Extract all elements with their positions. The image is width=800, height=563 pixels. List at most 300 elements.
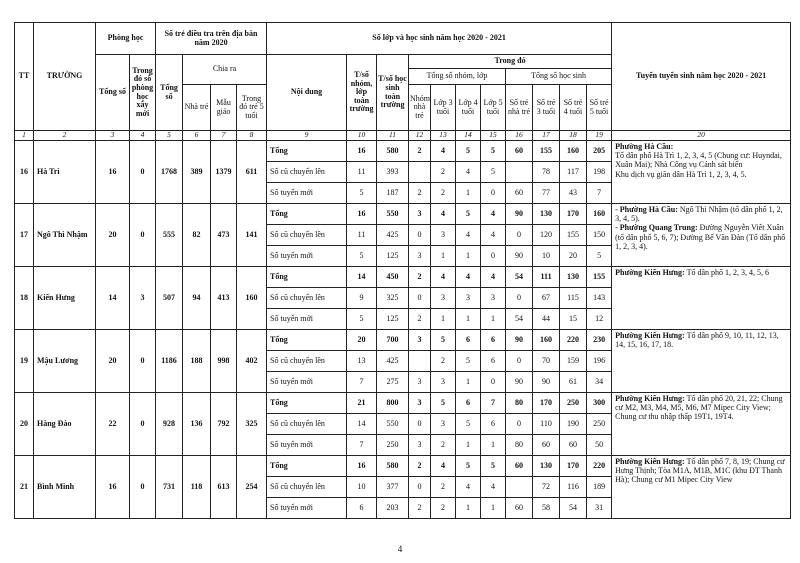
school-xay-moi: 0 [130, 456, 156, 519]
data-cell: 117 [560, 162, 587, 183]
row-noi-dung: Tổng [267, 267, 347, 288]
school-nha-tre: 82 [183, 204, 211, 267]
data-cell: 3 [409, 330, 431, 351]
data-cell: 170 [533, 393, 560, 414]
school-zone [612, 267, 791, 330]
header-tong-so-tre: Tổng số [156, 55, 183, 131]
data-cell: 80 [506, 393, 533, 414]
data-cell: 2 [431, 351, 456, 372]
data-cell: 0 [506, 351, 533, 372]
data-cell: 50 [587, 435, 612, 456]
column-index-cell: 9 [267, 131, 347, 141]
zone-detail: Đường Nguyễn Viết Xuân (tổ dân phố 5, 6, 7); Đường Bế Văn Đàn (Tổ dân phố 1, 2, 3, 4). [615, 223, 786, 251]
school-zone [612, 330, 791, 393]
data-cell: 2 [409, 183, 431, 204]
data-cell: 60 [560, 435, 587, 456]
data-cell: 1 [481, 435, 506, 456]
data-cell: 116 [560, 477, 587, 498]
data-cell: 44 [533, 309, 560, 330]
data-cell: 155 [587, 267, 612, 288]
data-cell: 5 [347, 183, 377, 204]
data-cell: 34 [587, 372, 612, 393]
data-cell: 31 [587, 498, 612, 519]
school-tong-so-phong: 22 [96, 393, 130, 456]
data-cell: 10 [533, 246, 560, 267]
column-index-cell: 6 [183, 131, 211, 141]
zone-line [615, 223, 787, 251]
data-cell: 4 [481, 267, 506, 288]
zone-ward-name: Phường Kiến Hưng: [615, 331, 685, 340]
zone-detail: Tổ dân phố 7, 8, 19; Chung cư Hưng Thịnh; Tòa M1A, M1B, M1C (khu ĐT Thanh Hà); Chung cư M1 Mipec City View [615, 457, 785, 485]
school-xay-moi: 0 [130, 141, 156, 204]
data-cell: 0 [409, 477, 431, 498]
data-cell: 13 [347, 351, 377, 372]
data-cell: 2 [409, 456, 431, 477]
data-cell: 12 [587, 309, 612, 330]
row-noi-dung: Tổng [267, 456, 347, 477]
row-noi-dung: Số cũ chuyển lên [267, 288, 347, 309]
school-xay-moi: 0 [130, 204, 156, 267]
data-cell: 2 [409, 141, 431, 162]
data-cell: 155 [560, 225, 587, 246]
column-index-cell: 5 [156, 131, 183, 141]
school-tt: 18 [15, 267, 34, 330]
school-mau-giao: 473 [211, 204, 237, 267]
school-tt: 19 [15, 330, 34, 393]
header-st-4: Số trẻ 4 tuổi [560, 85, 587, 131]
data-cell: 2 [431, 477, 456, 498]
data-cell: 3 [431, 225, 456, 246]
data-cell: 77 [533, 183, 560, 204]
school-xay-moi: 0 [130, 393, 156, 456]
data-cell: 425 [377, 225, 409, 246]
page-number: 4 [397, 544, 403, 554]
column-index-cell: 19 [587, 131, 612, 141]
data-cell: 1 [431, 246, 456, 267]
header-tong-so-hs: Tổng số học sinh [506, 69, 612, 85]
data-cell: 90 [506, 372, 533, 393]
data-cell: 275 [377, 372, 409, 393]
data-cell: 1 [456, 183, 481, 204]
header-tuyen-sinh: Tuyến tuyển sinh năm học 2020 - 2021 [612, 23, 791, 131]
zone-ward-name: Phường Kiến Hưng: [615, 268, 685, 277]
data-cell [409, 162, 431, 183]
data-cell: 20 [347, 330, 377, 351]
header-nha-tre: Nhà trẻ [183, 85, 211, 131]
data-cell: 143 [587, 288, 612, 309]
data-cell: 111 [533, 267, 560, 288]
data-cell: 170 [560, 456, 587, 477]
data-cell: 5 [481, 162, 506, 183]
data-cell: 110 [533, 414, 560, 435]
data-cell: 4 [456, 225, 481, 246]
data-cell: 0 [506, 288, 533, 309]
header-so-tre-dieu-tra: Số trẻ điều tra trên địa bàn năm 2020 [156, 23, 267, 55]
data-cell: 580 [377, 456, 409, 477]
data-cell: 550 [377, 414, 409, 435]
data-cell: 11 [347, 162, 377, 183]
zone-ward-name: Phường Kiến Hưng: [615, 457, 685, 466]
zone-ward-name: Phường Hà Cầu: [615, 142, 674, 151]
data-cell: 325 [377, 288, 409, 309]
data-cell: 205 [587, 141, 612, 162]
column-index-cell: 14 [456, 131, 481, 141]
school-name: Bình Minh [34, 456, 96, 519]
school-mau-giao: 1379 [211, 141, 237, 204]
school-nha-tre: 94 [183, 267, 211, 330]
data-cell: 16 [347, 456, 377, 477]
school-nha-tre: 389 [183, 141, 211, 204]
enrollment-table [14, 22, 791, 519]
row-noi-dung: Tổng [267, 204, 347, 225]
zone-line [615, 205, 787, 223]
header-st-3: Số trẻ 3 tuổi [533, 85, 560, 131]
data-cell: 4 [456, 267, 481, 288]
zone-detail: Khu dịch vụ giãn dân Hà Trì 1, 2, 3, 4, 5. [615, 169, 747, 179]
header-trong-do: Trong đó [409, 55, 612, 69]
column-index-cell: 17 [533, 131, 560, 141]
school-mau-giao: 613 [211, 456, 237, 519]
data-cell: 160 [560, 141, 587, 162]
data-cell: 3 [431, 414, 456, 435]
zone-ward-name: - Phường Hà Cầu: [615, 205, 678, 214]
zone-detail: Tổ dân phố 20, 21, 22; Chung cư M2, M3, M4, M5, M6, M7 Mipec City View; Chung cư thu nhập thấp 19T1, 19T4. [615, 394, 783, 422]
zone-line [615, 394, 787, 422]
data-cell: 3 [409, 246, 431, 267]
data-cell: 250 [587, 414, 612, 435]
data-cell: 2 [409, 498, 431, 519]
data-cell: 550 [377, 204, 409, 225]
data-cell: 250 [560, 393, 587, 414]
data-cell: 9 [347, 288, 377, 309]
data-cell: 0 [481, 183, 506, 204]
data-cell: 3 [409, 435, 431, 456]
data-cell: 0 [506, 225, 533, 246]
column-index-cell: 3 [96, 131, 130, 141]
data-cell: 5 [456, 456, 481, 477]
school-name: Ngô Thì Nhậm [34, 204, 96, 267]
school-tong-tre: 928 [156, 393, 183, 456]
data-cell: 3 [409, 372, 431, 393]
data-cell: 220 [587, 456, 612, 477]
table-row [15, 393, 791, 414]
data-cell: 250 [377, 435, 409, 456]
data-cell: 80 [506, 435, 533, 456]
header-tre-5-tuoi: Trong đó trẻ 5 tuổi [237, 85, 267, 131]
header-mau-giao: Mẫu giáo [211, 85, 237, 131]
data-cell: 5 [481, 141, 506, 162]
header-phong-hoc: Phòng học [96, 23, 156, 55]
data-cell: 5 [456, 204, 481, 225]
header-noi-dung: Nội dung [267, 55, 347, 131]
data-cell: 1 [456, 372, 481, 393]
data-cell: 60 [506, 183, 533, 204]
data-cell: 58 [533, 498, 560, 519]
column-index-cell: 10 [347, 131, 377, 141]
data-cell: 0 [409, 288, 431, 309]
school-tong-tre: 555 [156, 204, 183, 267]
data-cell: 90 [506, 330, 533, 351]
school-nha-tre: 188 [183, 330, 211, 393]
data-cell: 130 [560, 267, 587, 288]
school-tong-tre: 1186 [156, 330, 183, 393]
data-cell: 90 [533, 372, 560, 393]
zone-line [615, 151, 787, 169]
data-cell: 6 [481, 330, 506, 351]
column-index-cell: 15 [481, 131, 506, 141]
school-zone [612, 141, 791, 204]
data-cell: 60 [506, 456, 533, 477]
data-cell: 54 [560, 498, 587, 519]
data-cell: 6 [456, 393, 481, 414]
data-cell: 5 [456, 141, 481, 162]
school-tre5: 611 [237, 141, 267, 204]
data-cell: 78 [533, 162, 560, 183]
header-truong: TRƯỜNG [34, 23, 96, 131]
school-tong-so-phong: 20 [96, 204, 130, 267]
row-noi-dung: Số tuyển mới [267, 183, 347, 204]
data-cell: 4 [431, 141, 456, 162]
data-cell: 220 [560, 330, 587, 351]
data-cell: 187 [377, 183, 409, 204]
data-cell: 300 [587, 393, 612, 414]
data-cell: 1 [481, 309, 506, 330]
school-name: Hà Trì [34, 141, 96, 204]
row-noi-dung: Số cũ chuyển lên [267, 162, 347, 183]
data-cell: 10 [347, 477, 377, 498]
school-tong-so-phong: 20 [96, 330, 130, 393]
data-cell: 120 [533, 225, 560, 246]
zone-detail: Tổ dân phố Hà Trì 1, 2, 3, 4, 5 (Chung cư: Huyndai, Xuân Mai); Nhà Công vụ Cảnh sát biển [615, 151, 782, 170]
header-lop-5: Lớp 5 tuổi [481, 85, 506, 131]
column-index-row [15, 131, 791, 141]
school-tre5: 325 [237, 393, 267, 456]
table-body [15, 141, 791, 519]
data-cell: 2 [431, 435, 456, 456]
school-mau-giao: 413 [211, 267, 237, 330]
data-cell [506, 477, 533, 498]
data-cell: 393 [377, 162, 409, 183]
data-cell: 14 [347, 267, 377, 288]
data-cell: 1 [456, 435, 481, 456]
data-cell: 196 [587, 351, 612, 372]
school-tt: 16 [15, 141, 34, 204]
column-index-cell: 12 [409, 131, 431, 141]
header-tt: TT [15, 23, 34, 131]
data-cell: 125 [377, 246, 409, 267]
data-cell: 5 [456, 351, 481, 372]
data-cell: 61 [560, 372, 587, 393]
school-tt: 17 [15, 204, 34, 267]
table-row [15, 204, 791, 225]
column-index-cell: 11 [377, 131, 409, 141]
data-cell: 70 [533, 351, 560, 372]
zone-detail: Ngô Thì Nhậm (tổ dân phố 1, 2, 3, 4, 5). [615, 205, 783, 224]
data-cell: 60 [506, 498, 533, 519]
data-cell: 5 [587, 246, 612, 267]
data-cell: 2 [431, 498, 456, 519]
zone-ward-name: - Phường Quang Trung: [615, 223, 698, 233]
data-cell: 7 [587, 183, 612, 204]
data-cell: 3 [409, 393, 431, 414]
data-cell: 3 [481, 288, 506, 309]
data-cell: 2 [431, 162, 456, 183]
header-ts-hs: T/số học sinh toàn trường [377, 55, 409, 131]
school-tong-tre: 1768 [156, 141, 183, 204]
data-cell: 3 [409, 204, 431, 225]
school-xay-moi: 3 [130, 267, 156, 330]
data-cell: 7 [481, 393, 506, 414]
data-cell: 203 [377, 498, 409, 519]
data-cell: 67 [533, 288, 560, 309]
data-cell: 54 [506, 309, 533, 330]
data-cell: 16 [347, 204, 377, 225]
data-cell: 4 [431, 267, 456, 288]
data-cell: 155 [533, 141, 560, 162]
table-row [15, 141, 791, 162]
data-cell: 5 [347, 309, 377, 330]
data-cell: 4 [481, 204, 506, 225]
header-so-lop-hs: Số lớp và học sinh năm học 2020 - 2021 [267, 23, 612, 55]
data-cell [409, 351, 431, 372]
school-zone [612, 393, 791, 456]
data-cell: 2 [431, 183, 456, 204]
header-chia-ra: Chia ra [183, 55, 267, 85]
data-cell: 90 [506, 204, 533, 225]
data-cell: 1 [456, 498, 481, 519]
data-cell: 189 [587, 477, 612, 498]
row-noi-dung: Số tuyển mới [267, 498, 347, 519]
school-tre5: 160 [237, 267, 267, 330]
header-lop-4: Lớp 4 tuổi [456, 85, 481, 131]
table-row [15, 267, 791, 288]
row-noi-dung: Số tuyển mới [267, 309, 347, 330]
data-cell: 3 [431, 288, 456, 309]
data-cell: 21 [347, 393, 377, 414]
zone-line [615, 457, 787, 485]
school-tong-so-phong: 16 [96, 456, 130, 519]
data-cell: 0 [481, 372, 506, 393]
data-cell: 5 [456, 414, 481, 435]
data-cell: 1 [431, 309, 456, 330]
column-index-cell: 16 [506, 131, 533, 141]
data-cell: 4 [456, 162, 481, 183]
zone-detail: Tổ dân phố 9, 10, 11, 12, 13, 14, 15, 16, 17, 18. [615, 331, 779, 350]
data-cell: 1 [481, 498, 506, 519]
data-cell: 115 [560, 288, 587, 309]
row-noi-dung: Tổng [267, 393, 347, 414]
data-cell: 160 [533, 330, 560, 351]
data-cell: 0 [409, 414, 431, 435]
row-noi-dung: Số tuyển mới [267, 435, 347, 456]
school-tong-tre: 507 [156, 267, 183, 330]
data-cell: 4 [481, 225, 506, 246]
header-nhom-nha-tre: Nhóm nhà trẻ [409, 85, 431, 131]
row-noi-dung: Tổng [267, 330, 347, 351]
data-cell: 4 [481, 477, 506, 498]
row-noi-dung: Số cũ chuyển lên [267, 225, 347, 246]
data-cell: 3 [456, 288, 481, 309]
data-cell: 5 [431, 330, 456, 351]
data-cell: 377 [377, 477, 409, 498]
data-cell: 2 [409, 267, 431, 288]
data-cell: 0 [409, 225, 431, 246]
header-ts-nhom-lop: T/số nhóm, lớp toàn trường [347, 55, 377, 131]
data-cell: 5 [347, 246, 377, 267]
data-cell: 230 [587, 330, 612, 351]
data-cell: 160 [587, 204, 612, 225]
data-cell: 7 [347, 435, 377, 456]
data-cell: 150 [587, 225, 612, 246]
zone-line [615, 331, 787, 349]
row-noi-dung: Số cũ chuyển lên [267, 414, 347, 435]
column-index-cell: 20 [612, 131, 791, 141]
school-name: Mậu Lương [34, 330, 96, 393]
school-mau-giao: 792 [211, 393, 237, 456]
data-cell [506, 162, 533, 183]
column-index-cell: 18 [560, 131, 587, 141]
header-xay-moi: Trong đó số phòng học xây mới [130, 55, 156, 131]
header-st-5: Số trẻ 5 tuổi [587, 85, 612, 131]
school-tong-tre: 731 [156, 456, 183, 519]
school-zone [612, 204, 791, 267]
data-cell: 130 [533, 456, 560, 477]
data-cell: 580 [377, 141, 409, 162]
table-row [15, 330, 791, 351]
table-header [15, 23, 791, 141]
row-noi-dung: Số cũ chuyển lên [267, 477, 347, 498]
data-cell: 4 [456, 477, 481, 498]
document-page [14, 22, 790, 519]
zone-line [615, 268, 787, 277]
school-tre5: 141 [237, 204, 267, 267]
column-index-cell: 8 [237, 131, 267, 141]
school-mau-giao: 998 [211, 330, 237, 393]
data-cell: 190 [560, 414, 587, 435]
row-noi-dung: Tổng [267, 141, 347, 162]
row-noi-dung: Số tuyển mới [267, 246, 347, 267]
header-st-nha-tre: Số trẻ nhà trẻ [506, 85, 533, 131]
data-cell: 159 [560, 351, 587, 372]
data-cell: 6 [456, 330, 481, 351]
data-cell: 90 [506, 246, 533, 267]
data-cell: 4 [431, 204, 456, 225]
zone-line [615, 142, 787, 151]
school-tong-so-phong: 14 [96, 267, 130, 330]
data-cell: 60 [533, 435, 560, 456]
data-cell: 20 [560, 246, 587, 267]
zone-line [615, 170, 787, 179]
school-tre5: 254 [237, 456, 267, 519]
data-cell: 60 [506, 141, 533, 162]
data-cell: 0 [481, 246, 506, 267]
data-cell: 125 [377, 309, 409, 330]
header-lop-3: Lớp 3 tuổi [431, 85, 456, 131]
school-tre5: 402 [237, 330, 267, 393]
data-cell: 0 [506, 414, 533, 435]
data-cell: 5 [431, 393, 456, 414]
data-cell: 800 [377, 393, 409, 414]
school-tt: 20 [15, 393, 34, 456]
school-tong-so-phong: 16 [96, 141, 130, 204]
school-zone [612, 456, 791, 519]
data-cell: 7 [347, 372, 377, 393]
data-cell: 14 [347, 414, 377, 435]
data-cell: 130 [533, 204, 560, 225]
header-tong-so-phong: Tổng số [96, 55, 130, 131]
school-name: Hàng Đào [34, 393, 96, 456]
zone-detail: Tổ dân phố 1, 2, 3, 4, 5, 6 [684, 268, 770, 277]
